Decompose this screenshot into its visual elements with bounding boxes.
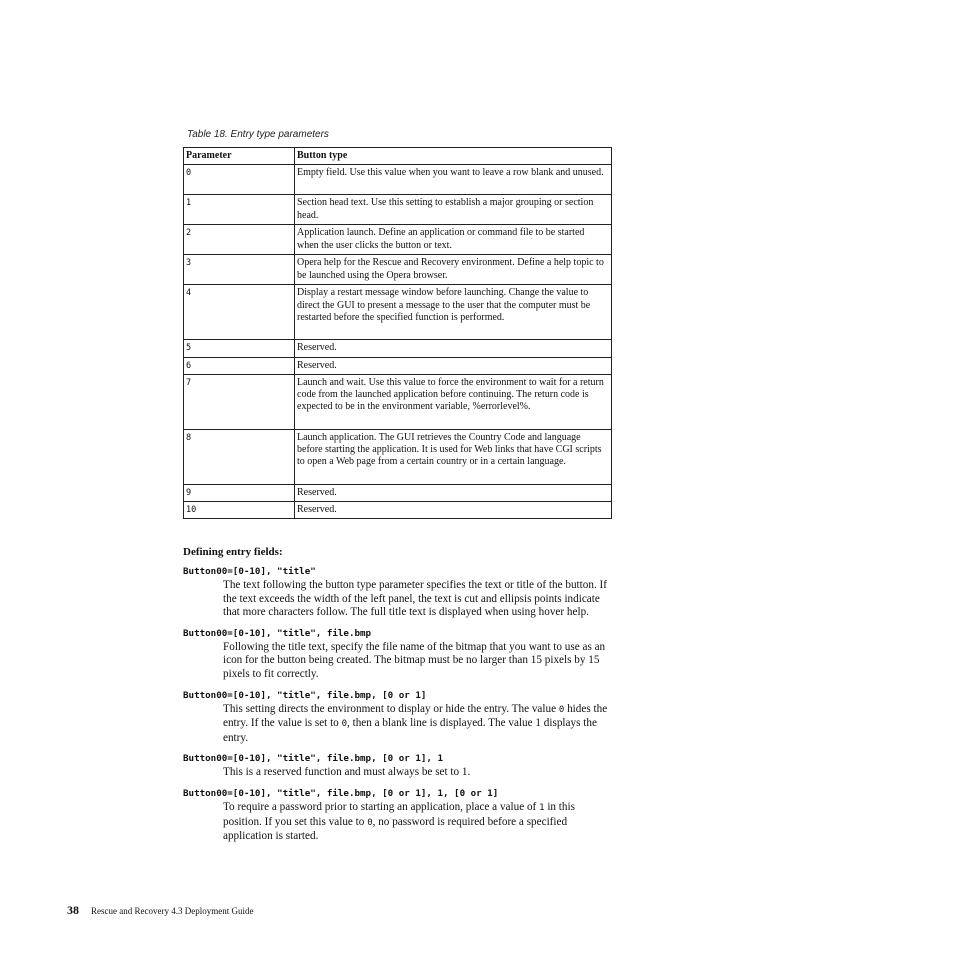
table-row [184,285,612,340]
inline-code: 0 [341,719,347,730]
table-row [184,165,612,195]
button-type-cell: Reserved. [295,484,612,501]
parameter-cell: 1 [184,195,295,225]
button-type-cell: Launch application. The GUI retrieves the Country Code and language before starting the application. It is used for Web links that have CGI scripts to open a Web page from a certain country or in a certain language. [295,429,612,484]
button-type-cell: Launch and wait. Use this value to force the environment to wait for a return code from the launched application before continuing. The return code is expected to be in the environment variable, %errorlevel%. [295,374,612,429]
header-parameter: Parameter [184,148,295,165]
book-title: Rescue and Recovery 4.3 Deployment Guide [91,906,254,916]
header-button-type: Button type [295,148,612,165]
button-type-cell: Reserved. [295,357,612,374]
entry-term: Button00=[0-10], "title", file.bmp, [0 or 1] [183,689,427,701]
table-caption: Table 18. Entry type parameters [187,129,329,140]
button-type-cell: Reserved. [295,502,612,519]
parameter-cell: 4 [184,285,295,340]
button-type-cell: Reserved. [295,340,612,357]
table-row [184,374,612,429]
parameter-cell: 8 [184,429,295,484]
entry-term: Button00=[0-10], "title", file.bmp, [0 or 1], 1, [0 or 1] [183,787,499,799]
table-row [184,225,612,255]
button-type-cell: Display a restart message window before launching. Change the value to direct the GUI to present a message to the user that the computer must be restarted before the specified function is performed. [295,285,612,340]
table-row [184,502,612,519]
entry-term: Button00=[0-10], "title", file.bmp, [0 or 1], 1 [183,753,443,765]
definition-text: To require a password prior to starting an application, place a value of [223,800,537,813]
entry-definition [223,801,613,844]
inline-code: 1 [539,802,545,813]
button-type-cell: Opera help for the Rescue and Recovery environment. Define a help topic to be launched using the Opera browser. [295,255,612,285]
entry-definition: This is a reserved function and must always be set to 1. [223,766,471,779]
table-row [184,255,612,285]
page-number: 38 [67,903,79,917]
parameter-cell: 5 [184,340,295,357]
entry-field-definitions [183,566,613,852]
parameter-cell: 7 [184,374,295,429]
parameter-cell: 2 [184,225,295,255]
definition-text: This setting directs the environment to display or hide the entry. The value [223,702,557,715]
definition-text: , no password is required before a specified application is started. [223,815,568,843]
parameter-cell: 0 [184,165,295,195]
inline-code: 0 [558,704,565,715]
parameter-cell: 6 [184,357,295,374]
parameter-cell: 9 [184,484,295,501]
parameter-cell: 10 [184,502,295,519]
button-type-cell: Empty field. Use this value when you want to leave a row blank and unused. [295,165,612,195]
inline-code: 0 [367,817,373,828]
entry-definition: The text following the button type parameter specifies the text or title of the button. If the text exceeds the width of the left panel, the text is cut and ellipsis points indicate that more characters follow. The full title text is displayed when using hover help. [223,579,607,619]
table-row [184,357,612,374]
table-row [184,484,612,501]
table-row [184,195,612,225]
entry-term: Button00=[0-10], "title", file.bmp [183,627,372,639]
parameter-cell: 3 [184,255,295,285]
definition-text: hides the entry. If the value is set to [223,702,608,730]
definition-text: in this position. If you set this value to [223,800,575,828]
button-type-cell: Application launch. Define an application or command file to be started when the user clicks the button or text. [295,225,612,255]
section-heading: Defining entry fields: [183,546,283,558]
page-footer [67,901,253,919]
entry-definition: Following the title text, specify the file name of the bitmap that you want to use as an icon for the button being created. The bitmap must be no larger than 15 pixels by 15 pixels to fit correctly. [223,640,606,680]
definition-text: , then a blank line is displayed. The value 1 displays the entry. [223,717,597,744]
entry-definition [223,703,613,746]
table-header-row [184,148,612,165]
button-type-cell: Section head text. Use this setting to establish a major grouping or section head. [295,195,612,225]
table-row [184,429,612,484]
table-row [184,340,612,357]
entry-type-parameters-table [183,147,612,519]
entry-term: Button00=[0-10], "title" [183,566,316,577]
